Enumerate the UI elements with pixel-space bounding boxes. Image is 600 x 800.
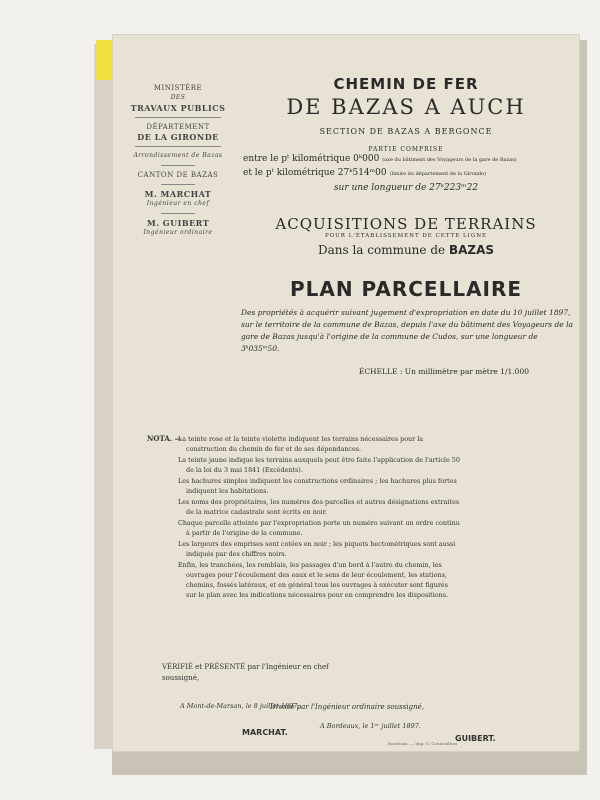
section-label: SECTION DE BAZAS A BERGONCE — [319, 127, 493, 136]
departement-label: DÉPARTEMENT — [146, 123, 210, 131]
commune-line — [233, 243, 579, 257]
nota-item: Les noms des propriétaires, les numéros des parcelles et autres désignations extraites de la matrice cadastrale sont écrits en noir. — [178, 498, 460, 516]
divider — [135, 146, 221, 147]
km-end — [243, 167, 579, 181]
nota-block — [147, 434, 460, 601]
du-label: DES — [170, 94, 186, 101]
km-start — [243, 153, 579, 167]
acquisitions-title: ACQUISITIONS DE TERRAINS — [275, 215, 537, 233]
divider — [135, 117, 221, 118]
km2-note: (limite du département de la Gironde) — [389, 171, 487, 177]
gironde-label: DE LA GIRONDE — [137, 132, 219, 142]
nota-items — [160, 434, 460, 600]
canton-label: CANTON DE BAZAS — [137, 171, 219, 179]
title-block — [233, 75, 579, 376]
nota-item: La teinte jaune indique les terrains auxquels peut être faite l'application de l'article 50 de la loi du 3 mai 1841 (Excédents). — [178, 456, 460, 474]
ministere-label: MINISTÈRE — [153, 84, 203, 92]
guibert-title: Ingénieur ordinaire — [143, 229, 213, 236]
divider — [161, 213, 195, 214]
mont-date: A Mont-de-Marsan, le 8 juillet 1897. — [180, 702, 300, 710]
marchat-signature: MARCHAT. — [242, 728, 288, 737]
nota-label: NOTA. — — [147, 434, 182, 443]
nota-item: Les hachures simples indiquent les constructions ordinaires ; les hachures plus fortes indiquent les habitations. — [178, 477, 457, 495]
echelle-label: ÉCHELLE : Un millimètre par mètre 1/1.000 — [358, 367, 529, 376]
commune-prefix: Dans la commune de — [317, 243, 446, 257]
divider — [161, 184, 195, 185]
yellow-sheet-edge — [96, 40, 112, 80]
header-line2: DE BAZAS A AUCH — [286, 95, 526, 119]
nota-item: Les largeurs des emprises sont cotées en noir ; les piquets hectométriques sont aussi indiqués par des chiffres noirs. — [178, 540, 456, 558]
guibert-name: M. GUIBERT — [146, 218, 210, 228]
printer-imprint: Bordeaux. — Imp. G. Gounouilhou — [388, 741, 458, 746]
guibert-signature: GUIBERT. — [455, 734, 496, 743]
marchat-name: M. MARCHAT — [144, 189, 212, 199]
verifie-text: VÉRIFIÉ et PRÉSENTÉ par l'Ingénieur en chef soussigné, — [162, 663, 329, 682]
administration-sidebar — [121, 83, 235, 238]
travaux-publics-label: TRAVAUX PUBLICS — [130, 103, 226, 113]
marchat-title: Ingénieur en chef — [146, 200, 210, 207]
nota-item: Enfin, les tranchées, les remblais, les passages d'un bord à l'autre du chemin, les ouvrages pour l'écoulement des eaux et le sens de leur écoulement, les stations, chemins, fossés latéraux, et en général tous les ouvrages à exécuter sont figurés sur le plan avec les indications nécessaires pour en comprendre les dispositions. — [178, 561, 449, 599]
nota-item: La teinte rose et la teinte violette indiquent les terrains nécessaires pour la construction du chemin de fer et de ses dépendances. — [178, 435, 424, 453]
header-line1: CHEMIN DE FER — [333, 75, 479, 93]
document-cover — [112, 34, 580, 752]
bordeaux-date: A Bordeaux, le 1ᵉʳ juillet 1897. — [320, 722, 421, 730]
dresse-text: Dressé par l'Ingénieur ordinaire soussigné, — [270, 703, 424, 711]
nota-item: Chaque parcelle atteinte par l'expropriation porte un numéro suivant un ordre continu à partir de l'origine de la commune. — [178, 519, 460, 537]
divider — [161, 165, 195, 166]
plan-title: PLAN PARCELLAIRE — [289, 277, 523, 301]
km1-text: entre le pᵗ kilométrique 0ᵏ000 — [243, 154, 380, 164]
acquisitions-sub: POUR L'ÉTABLISSEMENT DE CETTE LIGNE — [324, 233, 488, 239]
km2-text: et le pᵗ kilométrique 27ᵏ514ᵐ00 — [243, 168, 387, 178]
arrondissement-label: Arrondissement de Bazas — [133, 152, 223, 159]
partie-label: PARTIE COMPRISE — [368, 146, 444, 153]
plan-paragraph: Des propriétés à acquérir suivant jugement d'expropriation en date du 10 juillet 1897, sur le territoire de la commune de Bazas, depuis l'axe du bâtiment des Voyageurs de la gare de Bazas jusqu'à l'origine de la commune de Cudos, sur une longueur de 3ᵏ035ᵐ50. — [241, 308, 573, 353]
commune-name: BAZAS — [448, 243, 495, 257]
longueur-label: sur une longueur de 27ᵏ223ᵐ22 — [333, 183, 479, 193]
km1-note: (axe du bâtiment des Voyageurs de la gare de Bazas) — [382, 157, 517, 163]
